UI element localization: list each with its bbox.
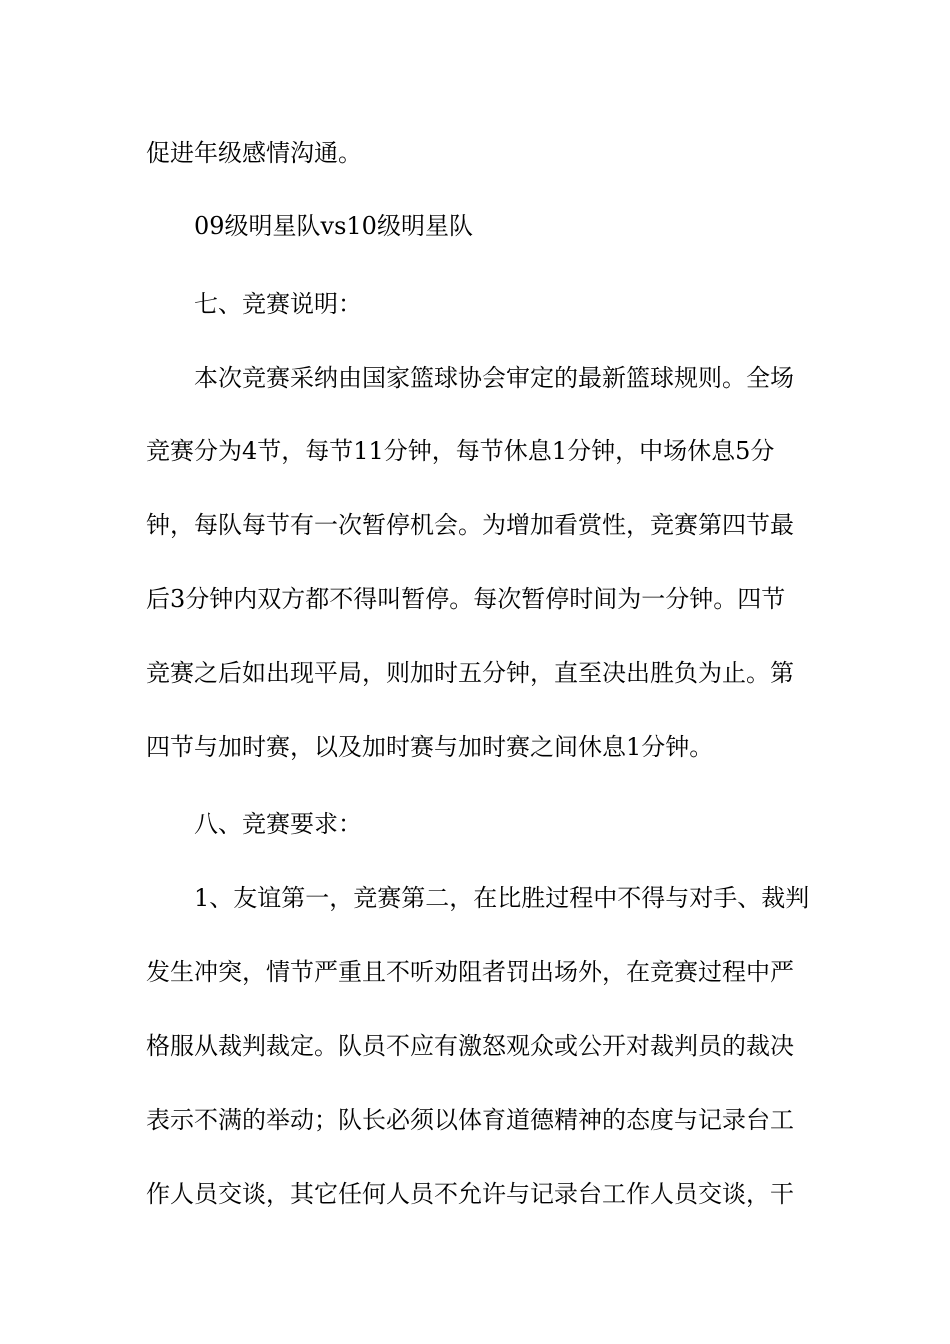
text-line: 格服从裁判裁定。队员不应有激怒观众或公开对裁判员的裁决 (146, 1032, 794, 1060)
text-line: 作人员交谈，其它任何人员不允许与记录台工作人员交谈，干 (146, 1180, 794, 1208)
text-line: 竞赛之后如出现平局，则加时五分钟，直至决出胜负为止。第 (146, 659, 794, 687)
text-line: 发生冲突，情节严重且不听劝阻者罚出场外，在竞赛过程中严 (146, 958, 794, 986)
text-line: 四节与加时赛，以及加时赛与加时赛之间休息1分钟。 (146, 733, 714, 761)
section-heading: 八、竞赛要求： (194, 810, 362, 838)
text-line: 促进年级感情沟通。 (146, 139, 362, 167)
text-line: 1、友谊第一，竞赛第二，在比胜过程中不得与对手、裁判 (194, 884, 810, 912)
text-line: 表示不满的举动；队长必须以体育道德精神的态度与记录台工 (146, 1106, 794, 1134)
text-line: 竞赛分为4节，每节11分钟，每节休息1分钟，中场休息5分 (146, 437, 775, 465)
section-heading: 七、竞赛说明： (194, 290, 362, 318)
text-line: 09级明星队vs10级明星队 (194, 212, 473, 240)
text-line: 后3分钟内双方都不得叫暂停。每次暂停时间为一分钟。四节 (146, 585, 786, 613)
text-line: 本次竞赛采纳由国家篮球协会审定的最新篮球规则。全场 (194, 364, 794, 392)
text-line: 钟，每队每节有一次暂停机会。为增加看赏性，竞赛第四节最 (146, 511, 794, 539)
